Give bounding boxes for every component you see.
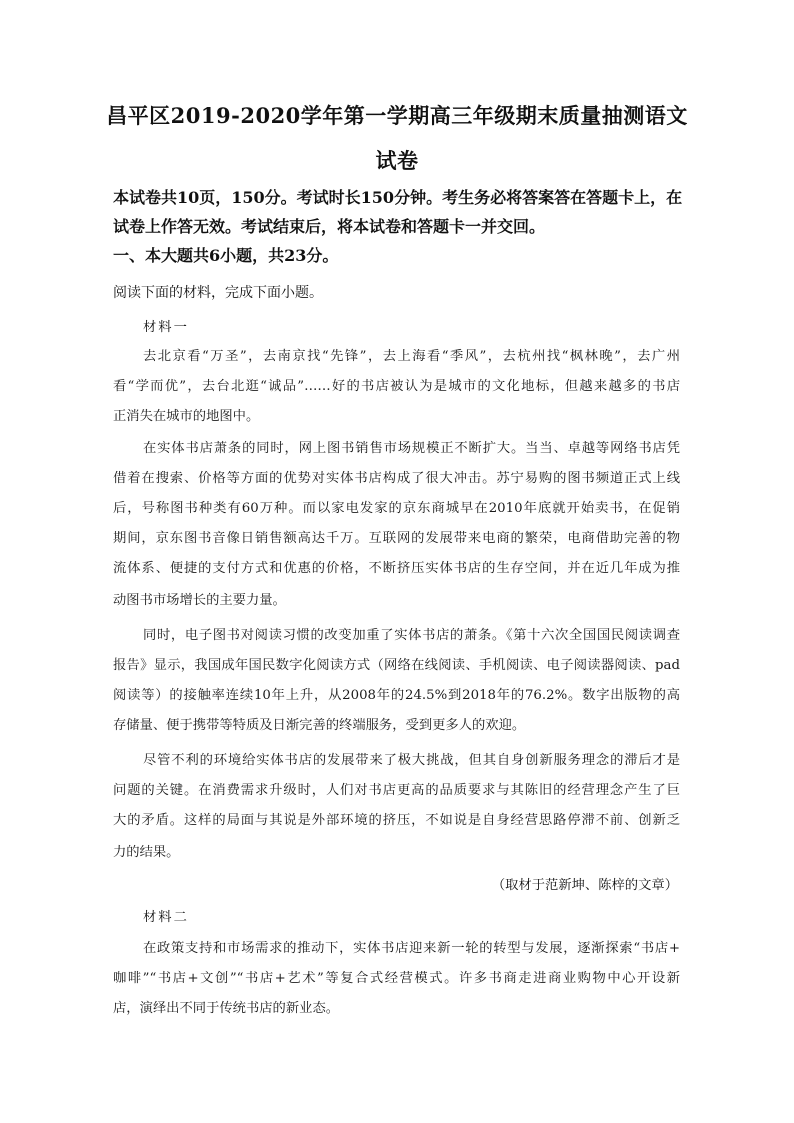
exam-title-line1: 昌平区2019-2020学年第一学期高三年级期末质量抽测语文: [106, 103, 688, 128]
p3-line4: 存储量、便于携带等特质及日渐完善的终端服务，受到更多人的欢迎。: [113, 718, 526, 733]
material2-heading: 材料二: [143, 910, 189, 925]
p4-line2: 问题的关键。在消费需求升级时，人们对书店更高的品质要求与其陈旧的经营理念产生了巨: [113, 783, 680, 798]
instructions-line1: 本试卷共10页，150分。考试时长150分钟。考生务必将答案答在答题卡上，在: [113, 188, 683, 207]
m2-p1-line2: 咖啡”“书店+文创”“书店+艺术”等复合式经营模式。许多书商走进商业购物中心开设新: [113, 971, 680, 986]
section-heading: 一、本大题共6小题，共23分。: [113, 246, 339, 265]
p2-line3: 后，号称图书种类有60万种。而以家电发家的京东商城早在2010年底就开始卖书，在促销: [113, 501, 680, 516]
p2-line2: 借着在搜索、价格等方面的优势对实体书店构成了很大冲击。苏宁易购的图书频道正式上线: [113, 471, 680, 486]
p1-line1: 去北京看“万圣”，去南京找“先锋”，去上海看“季风”，去杭州找“枫林晚”，去广州: [143, 349, 680, 364]
p4-line1: 尽管不利的环境给实体书店的发展带来了极大挑战，但其自身创新服务理念的滞后才是: [143, 753, 680, 768]
p4-line3: 大的矛盾。这样的局面与其说是外部环境的挤压，不如说是自身经营思路停滞不前、创新乏: [113, 813, 680, 828]
m2-p1-line1: 在政策支持和市场需求的推动下，实体书店迎来新一轮的转型与发展，逐渐探索“书店+: [143, 941, 680, 956]
p4-line4: 力的结果。: [113, 845, 180, 860]
section-prompt: 阅读下面的材料，完成下面小题。: [113, 285, 323, 301]
exam-title-line2: 试卷: [375, 148, 419, 173]
p3-line2: 报告》显示，我国成年国民数字化阅读方式（网络在线阅读、手机阅读、电子阅读器阅读、pad: [113, 658, 680, 673]
p3-line1: 同时，电子图书对阅读习惯的改变加重了实体书店的萧条。《第十六次全国国民阅读调查: [143, 628, 680, 643]
p3-line3: 阅读等）的接触率连续10年上升，从2008年的24.5%到2018年的76.2%。数字出版物的高: [113, 688, 680, 703]
p1-line2: 看“学而优”，去台北逛“诚品”……好的书店被认为是城市的文化地标，但越来越多的书店: [113, 379, 680, 394]
instructions-line2: 试卷上作答无效。考试结束后，将本试卷和答题卡一并交回。: [113, 217, 546, 236]
p2-line6: 动图书市场增长的主要力量。: [113, 593, 286, 608]
p1-line3: 正消失在城市的地图中。: [113, 409, 260, 424]
material1-heading: 材料一: [143, 320, 189, 335]
p2-line5: 流体系、便捷的支付方式和优惠的价格，不断挤压实体书店的生存空间，并在近几年成为推: [113, 561, 680, 576]
m2-p1-line3: 店，演绎出不同于传统书店的新业态。: [113, 1001, 340, 1016]
p2-line4: 期间，京东图书音像日销售额高达千万。互联网的发展带来电商的繁荣，电商借助完善的物: [113, 531, 680, 546]
material1-source: （取材于范新坤、陈梓的文章）: [491, 878, 678, 893]
p2-line1: 在实体书店萧条的同时，网上图书销售市场规模正不断扩大。当当、卓越等网络书店凭: [143, 441, 680, 456]
